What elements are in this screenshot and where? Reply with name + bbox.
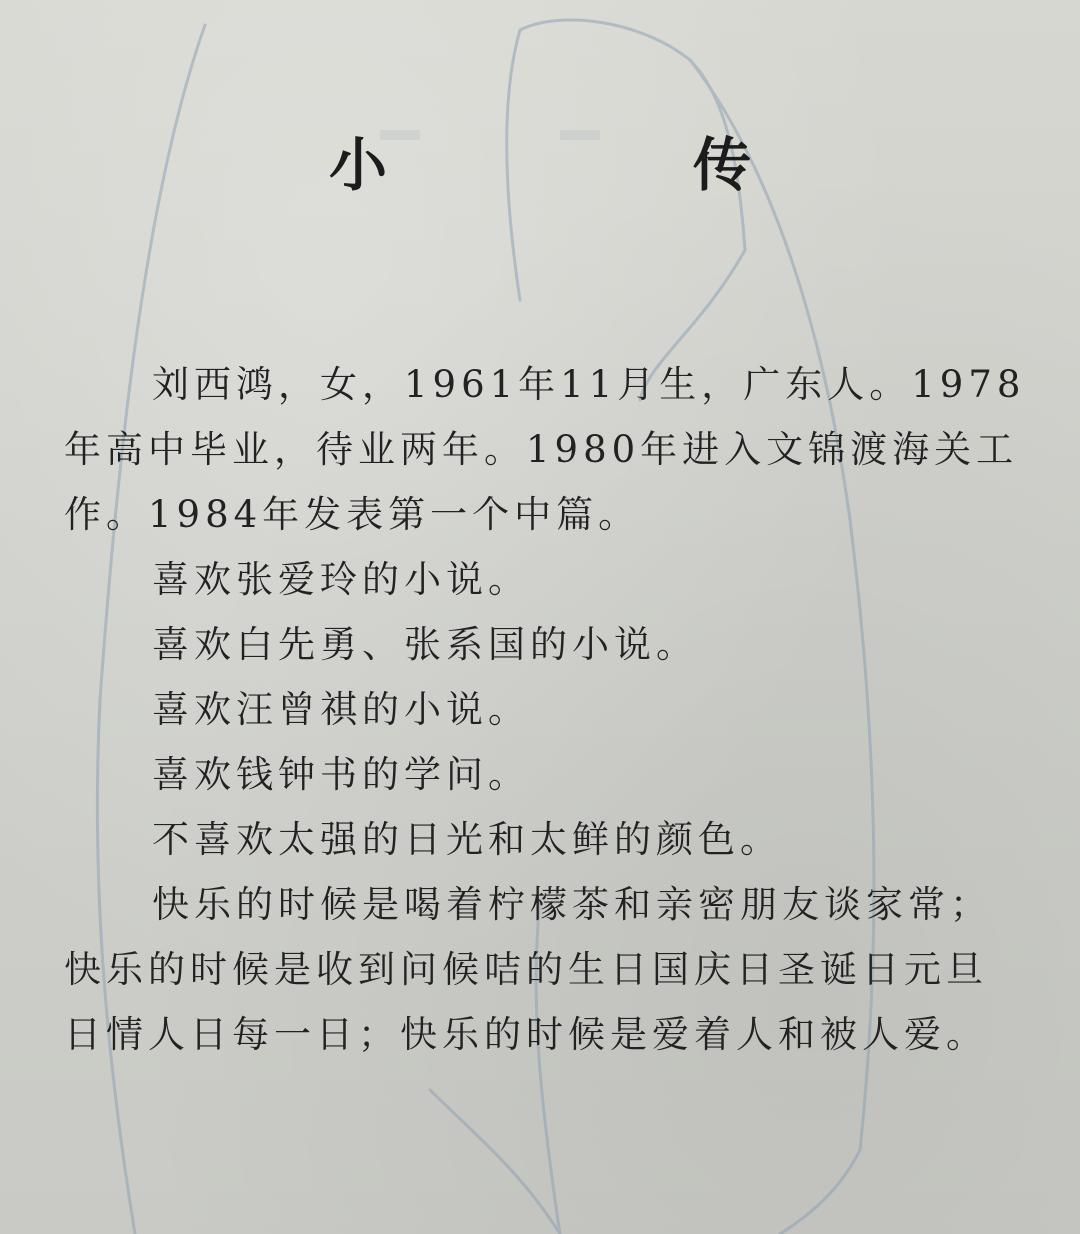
bio-paragraph-likes-zhang-ailing: 喜欢张爱玲的小说。 [152,558,530,601]
bio-paragraph-happiness: 快乐的时候是喝着柠檬茶和亲密朋友谈家常；快乐的时候是收到问候咭的生日国庆日圣诞日元旦日情人日每一日；快乐的时候是爱着人和被人爱。 [64,883,992,1056]
bio-paragraph-intro: 刘西鸿，女，1961年11月生，广东人。1978年高中毕业，待业两年。1980年进入文锦渡海关工作。1984年发表第一个中篇。 [64,363,1026,536]
bio-paragraph-dislikes: 不喜欢太强的日光和太鲜的颜色。 [152,818,782,861]
bio-paragraph-likes-bai-xianyong: 喜欢白先勇、张系国的小说。 [152,623,698,666]
page-title: 小 传 [328,131,875,199]
bio-paragraph-likes-qian-zhongshu: 喜欢钱钟书的学问。 [152,753,530,796]
bio-paragraph-likes-wang-zengqi: 喜欢汪曾祺的小说。 [152,688,530,731]
biography-text [64,352,1026,1067]
